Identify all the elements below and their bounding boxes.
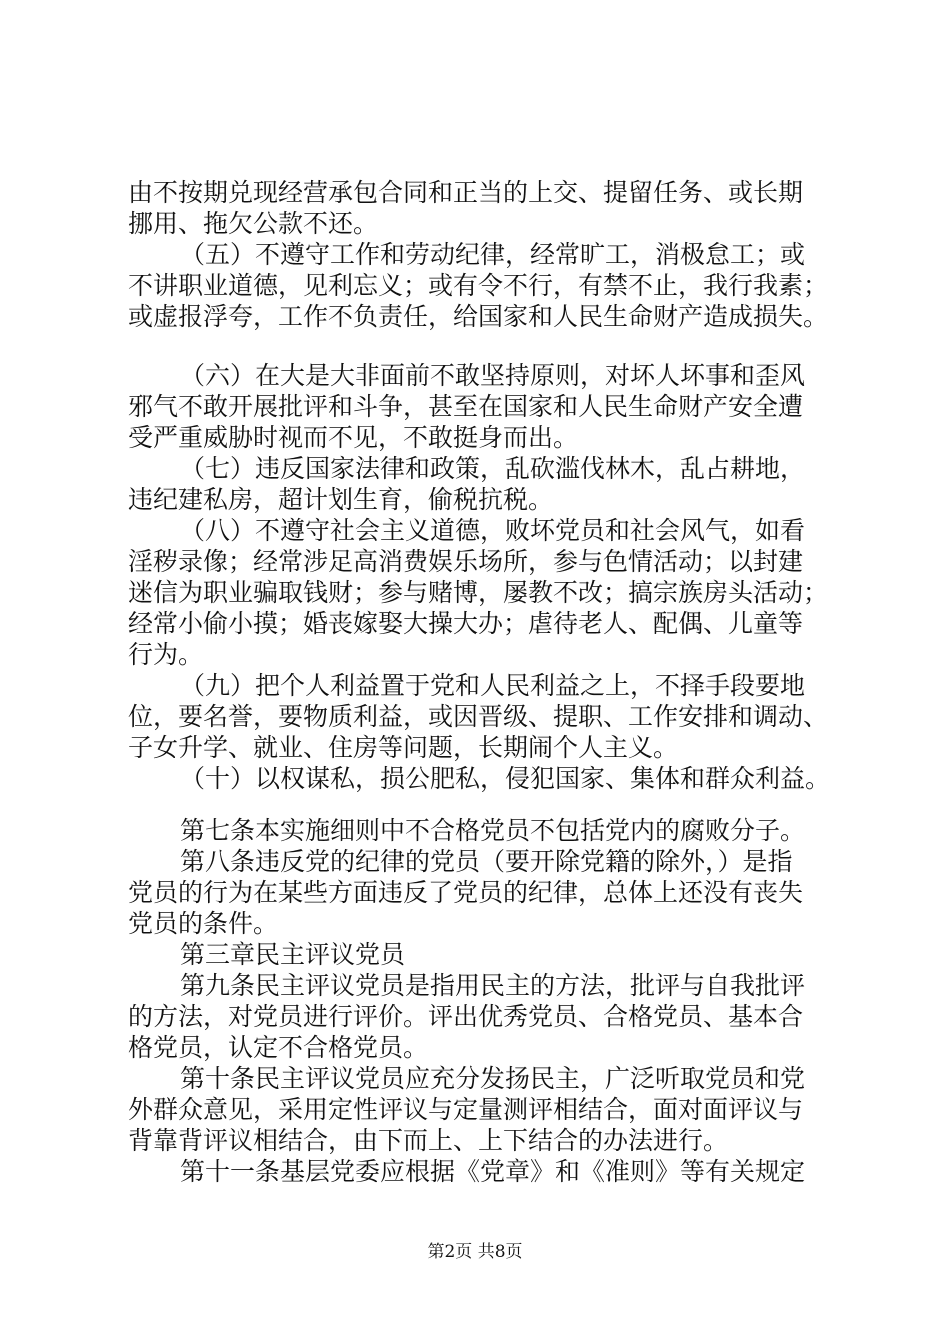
text-line: 经常小偷小摸；婚丧嫁娶大操大办；虐待老人、配偶、儿童等 [128,609,804,638]
text-line: 党员的行为在某些方面违反了党员的纪律，总体上还没有丧失 [128,878,804,907]
text-line: 的方法，对党员进行评价。评出优秀党员、合格党员、基本合 [128,1002,804,1031]
text-line: （十）以权谋私，损公肥私，侵犯国家、集体和群众利益。 [180,764,831,793]
text-line: 或虚报浮夸，工作不负责任，给国家和人民生命财产造成损失。 [128,302,829,331]
text-line: 第十条民主评议党员应充分发扬民主，广泛听取党员和党 [180,1064,806,1093]
text-line: 行为。 [128,640,204,669]
text-line: 违纪建私房，超计划生育，偷税抗税。 [128,485,554,514]
text-line: 挪用、拖欠公款不还。 [128,209,379,238]
text-line: 迷信为职业骗取钱财；参与赌博，屡教不改；搞宗族房头活动； [128,578,829,607]
text-line: 子女升学、就业、住房等问题，长期闹个人主义。 [128,733,679,762]
text-line: 背靠背评议相结合，由下而上、上下结合的办法进行。 [128,1126,729,1155]
text-line: 淫秽录像；经常涉足高消费娱乐场所，参与色情活动；以封建 [128,547,804,576]
text-line: 第八条违反党的纪律的党员（要开除党籍的除外，）是指 [180,847,793,876]
text-line: 位，要名誉，要物质利益，或因晋级、提职、工作安排和调动、 [128,702,829,731]
text-line: （七）违反国家法律和政策，乱砍滥伐林木，乱占耕地， [180,454,806,483]
text-line: 第十一条基层党委应根据《党章》和《准则》等有关规定 [180,1157,806,1186]
text-line: （五）不遵守工作和劳动纪律，经常旷工，消极怠工；或 [180,240,806,269]
text-line: 邪气不敢开展批评和斗争，甚至在国家和人民生命财产安全遭 [128,392,804,421]
text-line: 由不按期兑现经营承包合同和正当的上交、提留任务、或长期 [128,178,804,207]
text-line: 党员的条件。 [128,909,279,938]
text-line: 受严重威胁时视而不见，不敢挺身而出。 [128,423,579,452]
text-line: （六）在大是大非面前不敢坚持原则，对坏人坏事和歪风 [180,361,806,390]
section-heading: 第三章民主评议党员 [180,940,406,969]
text-line: （八）不遵守社会主义道德，败坏党员和社会风气，如看 [180,516,806,545]
text-line: 第七条本实施细则中不合格党员不包括党内的腐败分子。 [180,816,806,845]
text-line: 第九条民主评议党员是指用民主的方法，批评与自我批评 [180,971,806,1000]
page-footer: 第2页 共8页 [427,1242,523,1262]
text-line: （九）把个人利益置于党和人民利益之上，不择手段要地 [180,671,806,700]
text-line: 外群众意见，采用定性评议与定量测评相结合，面对面评议与 [128,1095,804,1124]
text-line: 不讲职业道德，见利忘义；或有令不行，有禁不止，我行我素； [128,271,829,300]
text-line: 格党员，认定不合格党员。 [128,1033,429,1062]
